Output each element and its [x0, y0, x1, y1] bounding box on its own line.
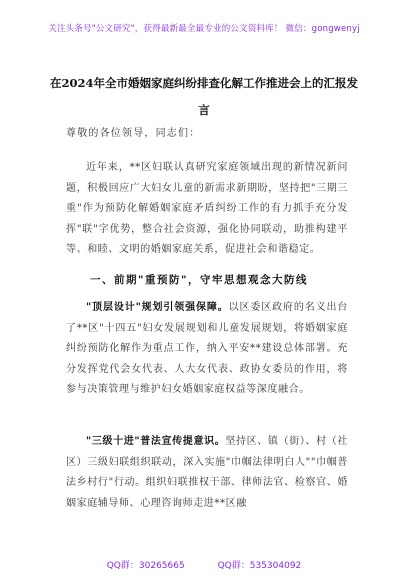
- header-banner: 关注头条号"公文研究"，获得最新最全最专业的公文资料库！ 微信：gongwenyj: [48, 24, 360, 34]
- paragraph-lead: "顶层设计"规划引领强保障。: [86, 302, 229, 313]
- salutation: 尊敬的各位领导，同志们：: [66, 128, 201, 139]
- paragraph-intro: [66, 158, 348, 261]
- footer-qq-group-1: QQ群：30265665: [106, 561, 185, 571]
- section-heading-1: 一、前期"重预防"，守牢思想观念大防线: [90, 274, 308, 286]
- footer-qq-group-2: QQ群：535304092: [217, 561, 302, 571]
- paragraph-intro-text: 近年来，**区妇联认真研究家庭领域出现的新情况新问题，积极回应广大妇女儿童的新需求新期盼，坚持把"三期三重"作为预防化解婚姻家庭矛盾纠纷工作的有力抓手充分发挥"联"字优势，整合社会资源，强化协同联动，助推构建平等、和睦、文明的婚姻家庭关系，促进社会和谐稳定。: [66, 162, 348, 255]
- paragraph-legal-publicity: [66, 432, 348, 514]
- paragraph-body: 以区委区政府的名义出台了**区"十四五"妇女发展规划和儿童发展规划，将婚姻家庭纠纷预防化解作为重点工作，纳入平安**建设总体部署。充分发挥党代会女代表、人大女代表、政协女委员的作用，将参与决策管理与维护妇女婚姻家庭权益等深度融合。: [66, 302, 348, 395]
- paragraph-top-level-design: [66, 298, 348, 401]
- paragraph-lead: "三级十进"普法宣传提意识。: [86, 436, 226, 447]
- paragraph-body: 坚持区、镇（街）、村（社区）三级妇联组织联动，深入实施"巾帼法律明白人""巾帼普法乡村行"行动。组织妇联推权干部、律师法官、检察官、婚姻家庭辅导师、心理咨询师走进**区融: [66, 436, 349, 509]
- footer-qq-groups: [0, 558, 408, 571]
- document-title: 在2024年全市婚姻家庭纠纷排查化解工作推进会上的汇报发言: [50, 76, 359, 117]
